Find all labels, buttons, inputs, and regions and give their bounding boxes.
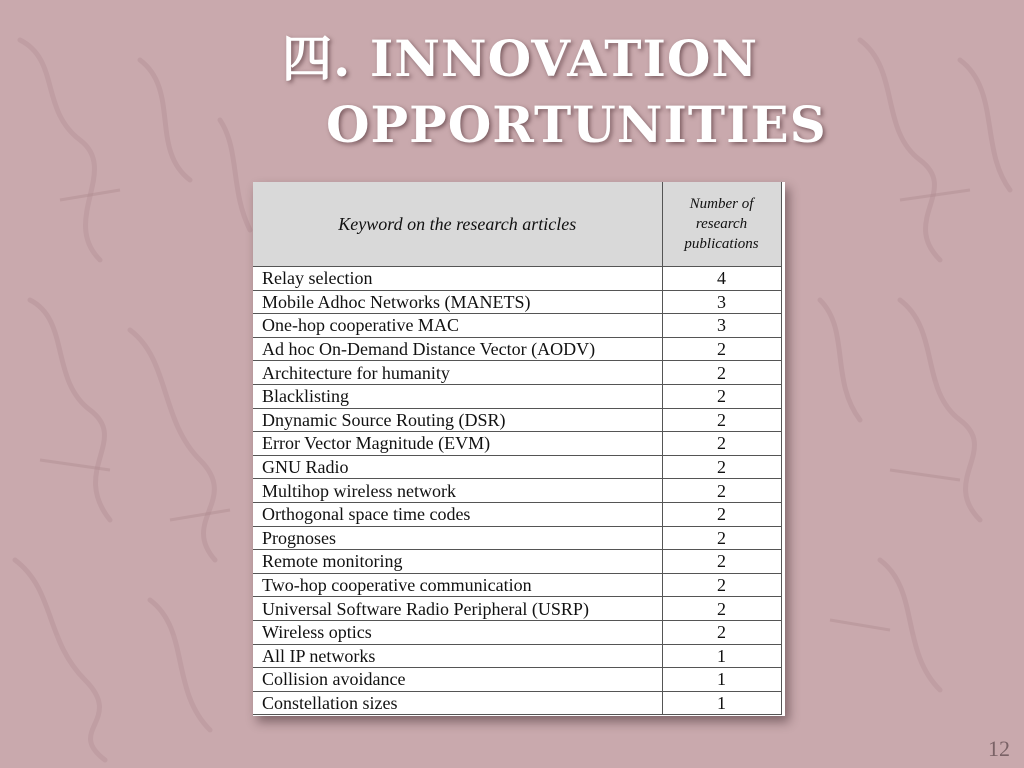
count-cell: 3 [662, 290, 781, 314]
table-row [253, 526, 781, 550]
keyword-cell: All IP networks [253, 644, 662, 668]
keyword-cell: Blacklisting [253, 384, 662, 408]
count-cell: 1 [662, 691, 781, 715]
count-cell: 2 [662, 550, 781, 574]
keyword-cell: Error Vector Magnitude (EVM) [253, 432, 662, 456]
slide-title [282, 26, 827, 158]
title-line-2: OPPORTUNITIES [326, 95, 827, 154]
header-count-line-2: research [695, 216, 748, 232]
table-row [253, 644, 781, 668]
keyword-cell: Ad hoc On-Demand Distance Vector (AODV) [253, 337, 662, 361]
table-row [253, 408, 781, 432]
keyword-cell: Two-hop cooperative communication [253, 573, 662, 597]
keyword-cell: Constellation sizes [253, 691, 662, 715]
table-row [253, 455, 781, 479]
count-cell: 2 [662, 337, 781, 361]
count-cell: 2 [662, 432, 781, 456]
keyword-cell: Collision avoidance [253, 668, 662, 692]
table-row [253, 620, 781, 644]
count-cell: 2 [662, 455, 781, 479]
keyword-cell: Prognoses [253, 526, 662, 550]
table-row [253, 597, 781, 621]
table-row [253, 479, 781, 503]
keyword-cell: One-hop cooperative MAC [253, 314, 662, 338]
count-cell: 2 [662, 526, 781, 550]
count-cell: 3 [662, 314, 781, 338]
keyword-cell: Architecture for humanity [253, 361, 662, 385]
count-cell: 2 [662, 479, 781, 503]
count-cell: 1 [662, 668, 781, 692]
count-cell: 2 [662, 502, 781, 526]
keyword-cell: Wireless optics [253, 620, 662, 644]
title-line-1: 四. INNOVATION [282, 29, 759, 88]
table-row [253, 267, 781, 291]
table-row [253, 432, 781, 456]
keyword-cell: Mobile Adhoc Networks (MANETS) [253, 290, 662, 314]
table-row [253, 314, 781, 338]
keyword-table-container [253, 182, 785, 716]
count-cell: 2 [662, 408, 781, 432]
table-row [253, 550, 781, 574]
page-number: 12 [988, 736, 1010, 761]
count-cell: 2 [662, 361, 781, 385]
count-cell: 2 [662, 620, 781, 644]
header-count-line-3: publications [684, 236, 759, 252]
keyword-cell: Universal Software Radio Peripheral (USRP) [253, 597, 662, 621]
table-row [253, 337, 781, 361]
keyword-cell: Remote monitoring [253, 550, 662, 574]
table-row [253, 384, 781, 408]
table-header-row [253, 182, 781, 267]
count-cell: 4 [662, 267, 781, 291]
header-keyword: Keyword on the research articles [253, 182, 662, 267]
keyword-cell: Relay selection [253, 267, 662, 291]
count-cell: 2 [662, 384, 781, 408]
header-count-line-1: Number of [689, 196, 754, 212]
table-row [253, 668, 781, 692]
table-row [253, 502, 781, 526]
table-row [253, 290, 781, 314]
keyword-cell: Dnynamic Source Routing (DSR) [253, 408, 662, 432]
table-row [253, 691, 781, 715]
keyword-table [253, 182, 782, 715]
count-cell: 2 [662, 573, 781, 597]
header-count [662, 182, 781, 267]
count-cell: 1 [662, 644, 781, 668]
table-row [253, 573, 781, 597]
keyword-cell: GNU Radio [253, 455, 662, 479]
table-row [253, 361, 781, 385]
count-cell: 2 [662, 597, 781, 621]
keyword-cell: Orthogonal space time codes [253, 502, 662, 526]
keyword-cell: Multihop wireless network [253, 479, 662, 503]
